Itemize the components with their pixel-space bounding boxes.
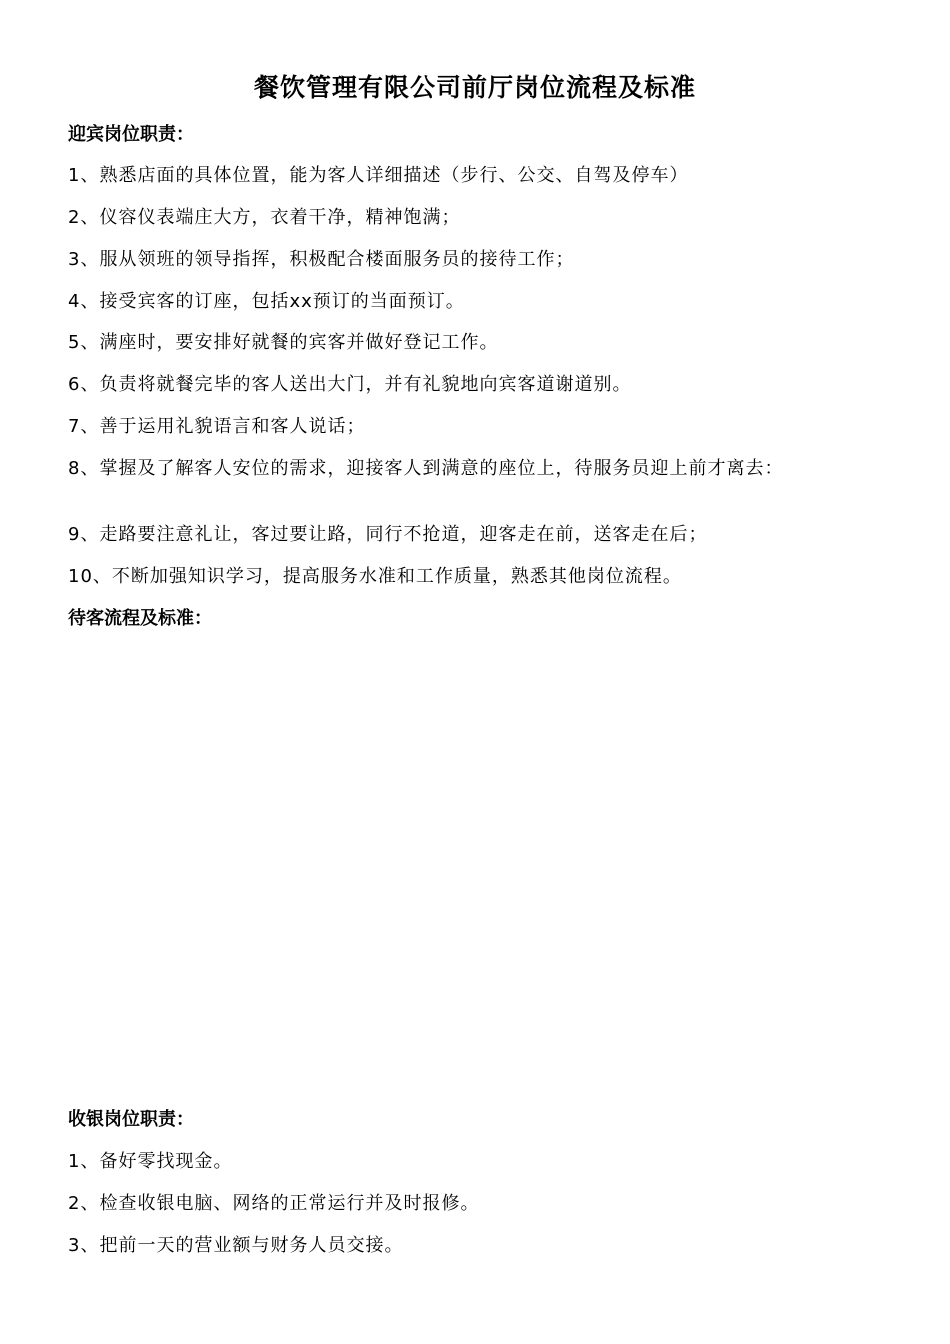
- section-heading-greeter: 迎宾岗位职责：: [68, 124, 194, 145]
- document-title: 餐饮管理有限公司前厅岗位流程及标准: [253, 73, 696, 102]
- list-item: 1、熟悉店面的具体位置，能为客人详细描述（步行、公交、自驾及停车）: [68, 165, 689, 186]
- list-item: 2、检查收银电脑、网络的正常运行并及时报修。: [68, 1193, 480, 1214]
- section-heading-cashier: 收银岗位职责：: [68, 1109, 194, 1130]
- list-item: 6、负责将就餐完毕的客人送出大门，并有礼貌地向宾客道谢道别。: [68, 374, 632, 395]
- section-heading-service-flow: 待客流程及标准：: [68, 608, 212, 629]
- list-item: 2、仪容仪表端庄大方，衣着干净，精神饱满；: [68, 207, 461, 228]
- list-item: 8、掌握及了解客人安位的需求，迎接客人到满意的座位上，待服务员迎上前才离去：: [68, 458, 784, 479]
- list-item: 1、备好零找现金。: [68, 1151, 233, 1172]
- list-item: 10、不断加强知识学习，提高服务水准和工作质量，熟悉其他岗位流程。: [68, 566, 682, 587]
- list-item: 3、服从领班的领导指挥，积极配合楼面服务员的接待工作；: [68, 249, 575, 270]
- list-item: 4、接受宾客的订座，包括xx预订的当面预订。: [68, 291, 465, 312]
- list-item: 9、走路要注意礼让，客过要让路，同行不抢道，迎客走在前，送客走在后；: [68, 524, 708, 545]
- list-item: 3、把前一天的营业额与财务人员交接。: [68, 1235, 404, 1256]
- list-item: 7、善于运用礼貌语言和客人说话；: [68, 416, 366, 437]
- list-item: 5、满座时，要安排好就餐的宾客并做好登记工作。: [68, 332, 499, 353]
